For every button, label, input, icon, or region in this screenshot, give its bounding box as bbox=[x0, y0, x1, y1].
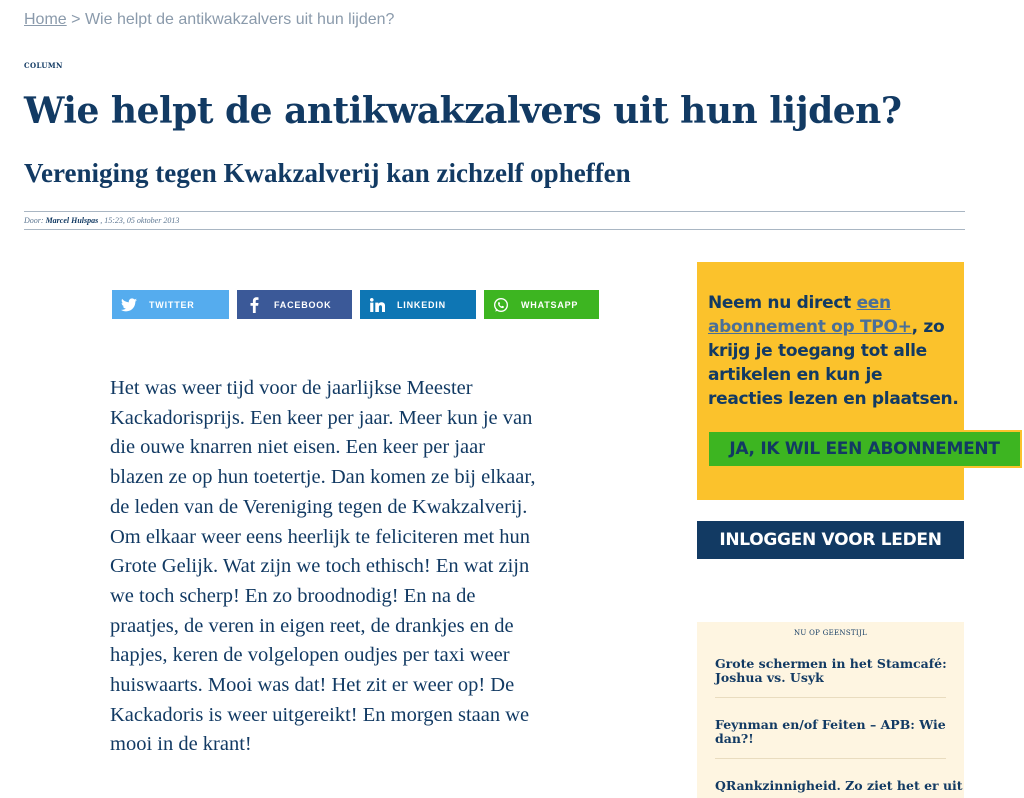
promo-line2: , zo bbox=[911, 317, 945, 337]
body-line: praatjes, de veren in eigen reet, de drankjes en de bbox=[110, 614, 514, 637]
subscribe-button[interactable]: JA, IK WIL EEN ABONNEMENT bbox=[707, 430, 1022, 468]
byline-date: , 15:23, 05 oktober 2013 bbox=[100, 216, 180, 225]
geenstijl-divider bbox=[715, 697, 946, 698]
body-line: hapjes, keren de volgelopen oudjes per taxi weer bbox=[110, 644, 510, 667]
linkedin-in-icon bbox=[369, 297, 385, 313]
share-twitter-button[interactable] bbox=[112, 290, 229, 319]
geenstijl-item-line: QRankzinnigheid. Zo ziet het er uit bbox=[715, 778, 963, 793]
facebook-f-icon bbox=[246, 297, 262, 313]
whatsapp-phone-icon bbox=[493, 297, 509, 313]
promo-line5: reacties lezen en plaatsen. bbox=[708, 389, 959, 409]
body-line: huiswaarts. Mooi was dat! Het zit er weer op! De bbox=[110, 674, 515, 697]
geenstijl-item-line: dan?! bbox=[715, 731, 754, 746]
byline-divider-top bbox=[24, 211, 965, 212]
breadcrumb-home-link[interactable]: Home bbox=[24, 11, 67, 28]
promo-line3: krijg je toegang tot alle bbox=[708, 341, 927, 361]
geenstijl-divider bbox=[715, 758, 946, 759]
share-facebook-label: FACEBOOK bbox=[274, 299, 332, 310]
breadcrumb bbox=[24, 11, 394, 29]
page-title: Wie helpt de antikwakzalvers uit hun lijden? bbox=[24, 90, 902, 132]
body-line: Om elkaar weer eens heerlijk te feliciteren met hun bbox=[110, 525, 531, 548]
byline-author[interactable]: Marcel Hulspas bbox=[45, 216, 99, 225]
share-whatsapp-label: WHATSAPP bbox=[521, 299, 579, 310]
geenstijl-item[interactable] bbox=[715, 778, 963, 793]
geenstijl-widget bbox=[697, 622, 964, 798]
byline-divider-bottom bbox=[24, 229, 965, 230]
breadcrumb-current: Wie helpt de antikwakzalvers uit hun lijden? bbox=[84, 11, 395, 28]
byline-prefix: Door: bbox=[24, 216, 44, 225]
share-whatsapp-button[interactable] bbox=[484, 290, 599, 319]
body-line: mooi in de krant! bbox=[110, 733, 252, 756]
body-line: we toch scherp! En zo broodnodig! En na de bbox=[110, 584, 476, 607]
twitter-bird-icon bbox=[121, 297, 137, 313]
geenstijl-heading: NU OP GEENSTIJL bbox=[793, 629, 868, 637]
body-line: blazen ze op hun toetertje. Dan komen ze bij elkaar, bbox=[110, 466, 536, 489]
geenstijl-item-line: Grote schermen in het Stamcafé: bbox=[715, 656, 947, 671]
body-line: Kackadorisprijs. Een keer per jaar. Meer kun je van bbox=[110, 406, 533, 429]
breadcrumb-separator: > bbox=[71, 11, 81, 28]
promo-subscription-link-1[interactable]: een bbox=[856, 293, 891, 313]
body-line: Kackadoris is weer uitgereikt! En morgen staan we bbox=[110, 703, 530, 726]
share-facebook-button[interactable] bbox=[237, 290, 352, 319]
body-line: Grote Gelijk. Wat zijn we toch ethisch! En wat zijn bbox=[110, 555, 530, 578]
promo-subscription-link-2[interactable]: abonnement op TPO+ bbox=[708, 317, 912, 337]
share-linkedin-button[interactable] bbox=[360, 290, 476, 319]
article-category[interactable]: COLUMN bbox=[24, 61, 63, 70]
article-subtitle: Vereniging tegen Kwakzalverij kan zichzelf opheffen bbox=[24, 158, 631, 188]
geenstijl-item[interactable] bbox=[715, 718, 946, 746]
promo-line1: Neem nu direct bbox=[708, 293, 857, 313]
promo-text bbox=[708, 291, 959, 411]
login-button[interactable]: INLOGGEN VOOR LEDEN bbox=[697, 521, 964, 559]
body-line: de leden van de Vereniging tegen de Kwakzalverij. bbox=[110, 495, 528, 518]
geenstijl-item-line: Joshua vs. Usyk bbox=[715, 670, 824, 685]
byline bbox=[24, 216, 179, 225]
geenstijl-item-line: Feynman en/of Feiten – APB: Wie bbox=[715, 717, 946, 732]
share-linkedin-label: LINKEDIN bbox=[397, 299, 446, 310]
article-body bbox=[110, 374, 610, 760]
body-line: die ouwe knarren niet eisen. Een keer per jaar bbox=[110, 436, 486, 459]
share-twitter-label: TWITTER bbox=[149, 299, 195, 310]
promo-line4: artikelen en kun je bbox=[708, 365, 883, 385]
body-line: Het was weer tijd voor de jaarlijkse Meester bbox=[110, 377, 473, 399]
geenstijl-item[interactable] bbox=[715, 657, 946, 685]
